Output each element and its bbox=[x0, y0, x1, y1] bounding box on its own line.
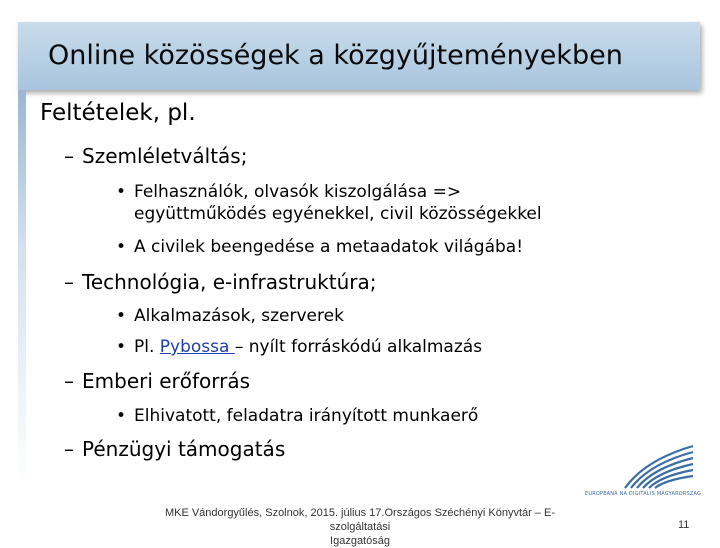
dash-glyph: – bbox=[64, 437, 74, 461]
bullet-glyph: • bbox=[116, 306, 127, 326]
bullet-text: együttműködés egyénekkel, civil közösségekkel bbox=[134, 204, 542, 224]
bullet-glyph: • bbox=[116, 406, 127, 426]
footer-text bbox=[140, 506, 580, 548]
item-heading: Technológia, e-infrastruktúra; bbox=[82, 270, 377, 294]
slide-title-bar bbox=[18, 22, 700, 90]
bullet-text: Felhasználók, olvasók kiszolgálása => bbox=[134, 182, 462, 202]
item-heading: Szemléletváltás; bbox=[82, 144, 248, 168]
footer-line-2: Igazgatóság bbox=[330, 535, 390, 547]
footer-line-1: MKE Vándorgyűlés, Szolnok, 2015. július 17.Országos Széchényi Könyvtár – E-szolgáltatási bbox=[164, 507, 556, 533]
item-technologia bbox=[64, 270, 376, 294]
level1-text: Feltételek, pl. bbox=[40, 100, 196, 126]
bullet-item bbox=[116, 305, 344, 327]
dash-glyph: – bbox=[64, 369, 74, 393]
logo-text: EUROPEANA NA DIGITALIS MAGYARORSZAG bbox=[585, 491, 702, 497]
item-heading: Emberi erőforrás bbox=[82, 369, 251, 393]
left-accent-bar bbox=[18, 90, 26, 485]
bullet-text: Alkalmazások, szerverek bbox=[134, 306, 344, 326]
page-number: 11 bbox=[678, 519, 690, 531]
bullet-item bbox=[116, 181, 461, 203]
item-penzugyi-tamogatas bbox=[64, 437, 285, 461]
item-heading: Pénzügyi támogatás bbox=[82, 437, 286, 461]
bullet-item bbox=[116, 405, 478, 427]
bullet-glyph: • bbox=[116, 337, 127, 357]
dash-glyph: – bbox=[64, 144, 74, 168]
bullet-glyph: • bbox=[116, 237, 127, 257]
bullet-continuation bbox=[134, 203, 542, 225]
slide-title: Online közösségek a közgyűjteményekben bbox=[48, 40, 623, 71]
item-emberi-eroforras bbox=[64, 369, 250, 393]
bullet-text: – nyílt forráskódú alkalmazás bbox=[234, 337, 483, 357]
bullet-text: Elhivatott, feladatra irányított munkaerő bbox=[134, 406, 479, 426]
pybossa-link[interactable]: Pybossa bbox=[159, 337, 235, 357]
bullet-glyph: • bbox=[116, 182, 127, 202]
item-szemleletvaltas bbox=[64, 144, 247, 168]
bullet-text: Pl. bbox=[134, 337, 160, 357]
dash-glyph: – bbox=[64, 270, 74, 294]
bullet-item bbox=[116, 236, 523, 258]
bullet-text: A civilek beengedése a metaadatok világába! bbox=[134, 237, 524, 257]
bullet-item bbox=[116, 336, 482, 358]
